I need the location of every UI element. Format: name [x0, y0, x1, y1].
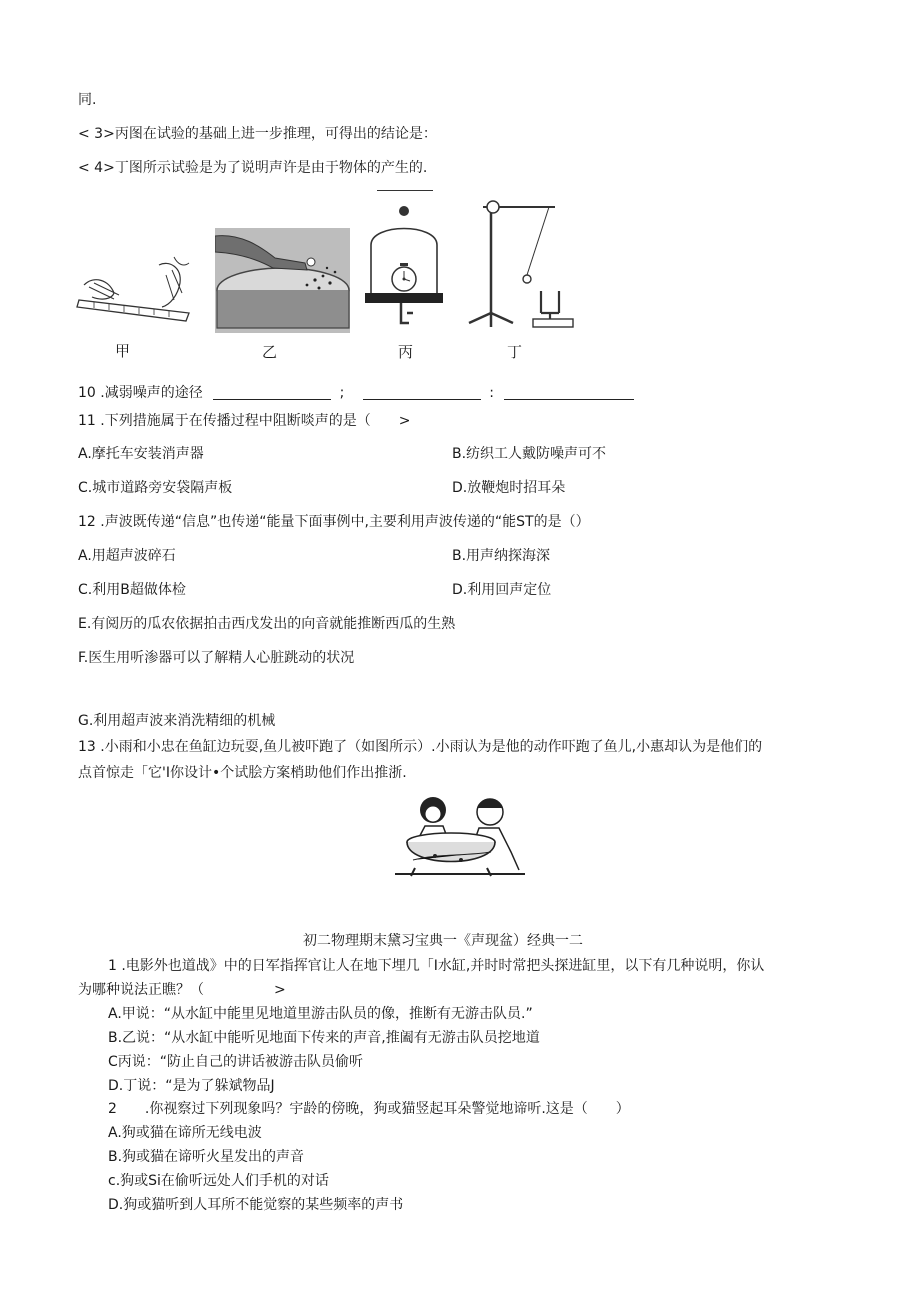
figure-label-yi: 乙	[262, 343, 278, 361]
option-c: C.城市道路旁安袋隔声板	[78, 480, 233, 496]
figure-label-bing: 丙	[398, 343, 414, 361]
option-c: C.利用B超做体检	[78, 582, 186, 598]
option-d: D.放鞭炮时招耳朵	[452, 480, 566, 496]
option-g: G.利用超声波来消洗精细的机械	[78, 713, 276, 729]
answer-blank[interactable]	[504, 385, 634, 400]
option-f: F.医生用听渗器可以了解精人心脏跳动的状况	[78, 650, 355, 666]
answer-underline	[377, 190, 433, 191]
option-b: B.纺织工人戴防噪声可不	[452, 446, 607, 462]
option-c: C丙说：“防止自己的讲话被游击队员偷听	[108, 1054, 364, 1070]
option-a: A.狗或猫在谛所无线电波	[108, 1125, 262, 1141]
figure-yi-drum-illustration	[215, 228, 350, 333]
question-11-stem: 11 .下列措施属于在传播过程中阻断啖声的是（ >	[78, 413, 411, 429]
question-10	[78, 384, 634, 402]
question-2-stem: 2 .你视察过下列现象吗？宇龄的傍晚，狗或猫竖起耳朵警觉地谛听.这是（ ）	[108, 1101, 630, 1117]
option-a: A.用超声波碎石	[78, 548, 176, 564]
question-10-text: 10 .减弱噪声的途径	[78, 385, 203, 401]
figure-label-jia: 甲	[115, 342, 131, 360]
option-e: E.有阅历的瓜农依据拍击西戊发出的向音就能推断西瓜的生熟	[78, 616, 456, 632]
option-a: A.摩托车安装消声器	[78, 446, 204, 462]
fish-tank-children-illustration	[395, 790, 525, 880]
question-12-stem: 12 .声波既传递“信息”也传递“能量下面事例中,主要利用声波传递的“能ST的是（）	[78, 514, 590, 530]
separator: ;	[339, 385, 345, 401]
section-title: 初二物理期末黛习宝典一《声现盆）经典一二	[303, 933, 583, 949]
figure-bing-bell-jar-illustration	[363, 205, 445, 335]
option-b: B.狗或猫在谛听火星发出的声音	[108, 1149, 305, 1165]
text-line: < 4>丁图所示试验是为了说明声许是由于物体的产生的.	[78, 160, 428, 176]
answer-blank[interactable]	[213, 385, 331, 400]
option-d: D.丁说：“是为了躲斌物品J	[108, 1078, 275, 1094]
option-d: D.利用回声定位	[452, 582, 552, 598]
text-line: < 3>丙图在试验的基础上进一步推理，可得出的结论是：	[78, 126, 437, 142]
figure-label-ding: 丁	[507, 343, 523, 361]
option-a: A.甲说：“从水缸中能里见地道里游击队员的像，推断有无游击队员.”	[108, 1006, 533, 1022]
separator: :	[489, 385, 494, 401]
option-d: D.狗或猫听到人耳所不能觉察的某些频率的声书	[108, 1197, 404, 1213]
answer-blank[interactable]	[363, 385, 481, 400]
figure-jia-ruler-illustration	[74, 255, 194, 335]
option-b: B.乙说：“从水缸中能听见地面下传来的声音,推阖有无游击队员挖地道	[108, 1030, 540, 1046]
option-c: c.狗或Si在偷听远处人们手机的对话	[108, 1173, 329, 1189]
figure-ding-tuning-fork-illustration	[463, 195, 583, 335]
question-13-line1: 13 .小雨和小忠在鱼缸边玩耍,鱼儿被吓跑了（如图所示）.小雨认为是他的动作吓跑了鱼儿,小惠却认为是他们的	[78, 739, 763, 755]
question-1-line1: 1 .电影外也道战》中的日军指挥官让人在地下埋几「I水缸,并时时常把头探进缸里，以下有几种说明，你认	[108, 958, 765, 974]
question-13-line2: 点首惊走「它'I你设计•个试脍方案梢助他们作出推浙.	[78, 765, 407, 781]
option-b: B.用声纳探海深	[452, 548, 551, 564]
text-line: 同.	[78, 92, 97, 108]
question-1-line2: 为哪种说法正瞧？（ >	[78, 982, 286, 998]
